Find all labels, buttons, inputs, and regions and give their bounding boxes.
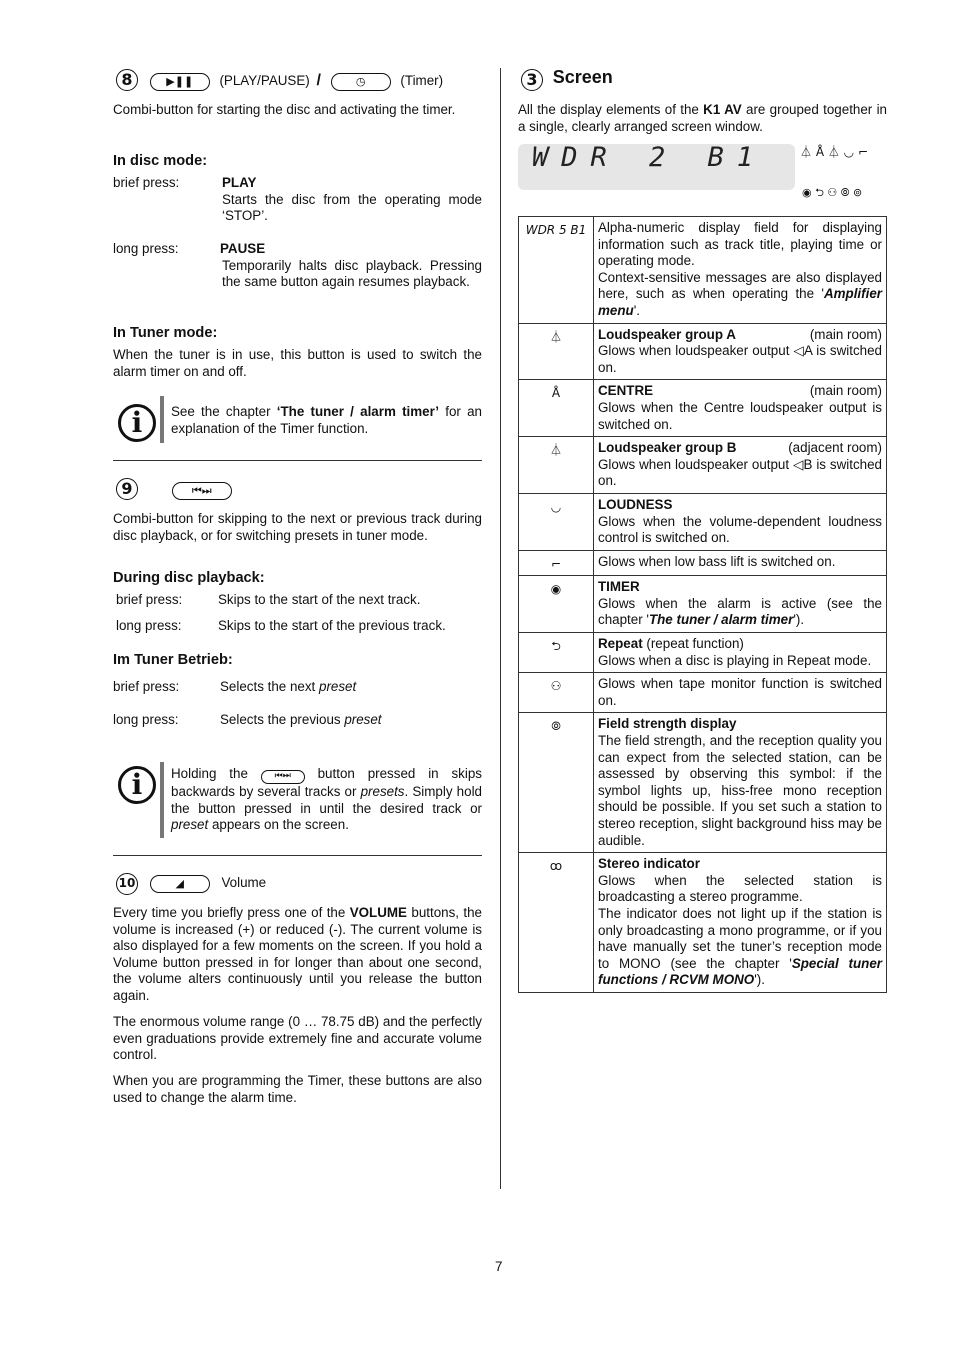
row-description: Alpha-numeric display field for displaying information such as track title, playing time or operating mode. Context-sensitive messages are also displayed here, such as when operating the 'Amplifier menu'. [594,217,887,324]
volume-paragraph-1: Every time you briefly press one of the VOLUME buttons, the volume is increased (+) or reduced (-). The current volume is also displayed for a few moments on the screen. If you hold a Volume button pressed in for longer than about one second, the volume alters continuously until you release the button again. [113,905,483,1003]
table-row [519,853,887,993]
tuner-mode-heading: In Tuner mode: [113,325,218,341]
timer-label: (Timer) [400,73,444,88]
play-description: PLAY Starts the disc from the operating mode ‘STOP’. [222,175,482,224]
section-number: 10 [116,873,138,895]
table-row [519,576,887,633]
table-row [519,437,887,494]
indicator-icon: ꝏ [519,853,594,993]
volume-label: Volume [221,875,267,890]
row-description: Loudspeaker group B (adjacent room) Glows when loudspeaker output ◁B is switched on. [594,437,887,494]
row-description: Repeat (repeat function) Glows when a disc is playing in Repeat mode. [594,633,887,673]
display-bottom-icons: ◉ ⮌ ⚇ ⦾ ⊚ [802,186,863,199]
section-10-header [116,873,266,895]
row-description: Loudspeaker group A (main room) Glows when loudspeaker output ◁A is switched on. [594,323,887,380]
table-row [519,550,887,576]
table-row [519,713,887,853]
play-pause-label: (PLAY/PAUSE) [219,73,310,88]
table-row [519,673,887,713]
row-description: TIMER Glows when the alarm is active (see the chapter 'The tuner / alarm timer'). [594,576,887,633]
tuner-mode-text: When the tuner is in use, this button is used to switch the alarm timer on and off. [113,347,482,379]
section-9-intro: Combi-button for skipping to the next or previous track during disc playback, or for switching presets in tuner mode. [113,511,482,543]
volume-paragraph-3: When you are programming the Timer, these buttons are also used to change the alarm time. [113,1073,482,1105]
indicator-icon: ⏃ [519,437,594,494]
info-icon: i [118,766,156,804]
info-note-timer: i See the chapter ‘The tuner / alarm timer’ for an explanation of the Timer function. [118,396,482,443]
play-pause-button-icon: ▶❚❚ [150,73,210,91]
section-number: 9 [116,478,138,500]
table-row [519,633,887,673]
table-row [519,217,887,324]
column-divider [500,68,501,1189]
screen-elements-table [518,216,887,993]
page-number: 7 [495,1259,503,1274]
info-note-skip: i Holding the ⏮⏭ button pressed in skips backwards by several tracks or presets. Simply hold the button pressed in until the desired track or preset appears on the screen. [118,762,482,838]
indicator-icon: ◉ [519,576,594,633]
section-8-intro: Combi-button for starting the disc and activating the timer. [113,102,456,117]
volume-paragraph-2: The enormous volume range (0 … 78.75 dB) and the perfectly even graduations provide extremely fine and accurate volume control. [113,1014,482,1063]
section-8-header: 8 ▶❚❚ (PLAY/PAUSE) / ◷ (Timer) [116,69,443,91]
indicator-icon: ⌐ [519,550,594,576]
divider [113,460,482,461]
screen-intro: All the display elements of the K1 AV are grouped together in a single, clearly arranged screen window. [518,102,887,134]
section-number: 8 [116,69,138,91]
indicator-icon: ⦾ [519,713,594,853]
display-top-icons: ⏃ Å ⏃ ◡ ⌐ [800,145,868,159]
tuner-betrieb-heading: Im Tuner Betrieb: [113,652,233,668]
skip-button-icon: ⏮⏭ [261,770,305,784]
table-row [519,493,887,550]
disc-mode-heading: In disc mode: [113,153,208,169]
info-icon: i [118,404,156,442]
display-illustration: WDR 2 B1 [518,144,795,190]
table-row [519,323,887,380]
row-description: Glows when low bass lift is switched on. [594,550,887,576]
disc-playback-heading: During disc playback: [113,570,265,586]
row-description: Field strength display The field strength, and the reception quality you can expect from the selected station, can be assessed by observing this symbol: if the symbol lights up, hiss-free mono reception should be possible. If you set such a station to stereo reception, slight background hiss may be audible. [594,713,887,853]
row-description: LOUDNESS Glows when the volume-dependent loudness control is switched on. [594,493,887,550]
volume-button-icon: ◢ [150,875,210,893]
section-number: 3 [521,69,543,91]
row-description: Stereo indicator Glows when the selected station is broadcasting a stereo programme. The indicator does not light up if the station is only broadcasting a mono programme, or if you have manually set the tuner’s reception mode to MONO (see the chapter 'Special tuner functions / RCVM MONO'). [594,853,887,993]
row-description: CENTRE (main room) Glows when the Centre loudspeaker output is switched on. [594,380,887,437]
indicator-icon: ⮌ [519,633,594,673]
timer-button-icon: ◷ [331,73,391,91]
section-heading: Screen [552,67,613,87]
indicator-icon: ◡ [519,493,594,550]
skip-button-icon: ⏮⏭ [172,482,232,500]
table-row [519,380,887,437]
indicator-icon: Å [519,380,594,437]
pause-description: PAUSE Temporarily halts disc playback. Pressing the same button again resumes playback. [220,241,482,290]
display-field-icon: WDR 5 B1 [519,217,594,324]
section-3-header [521,69,613,91]
indicator-icon: ⚇ [519,673,594,713]
divider [113,855,482,856]
row-description: Glows when tape monitor function is switched on. [594,673,887,713]
indicator-icon: ⏃ [519,323,594,380]
section-9-header [116,478,232,500]
